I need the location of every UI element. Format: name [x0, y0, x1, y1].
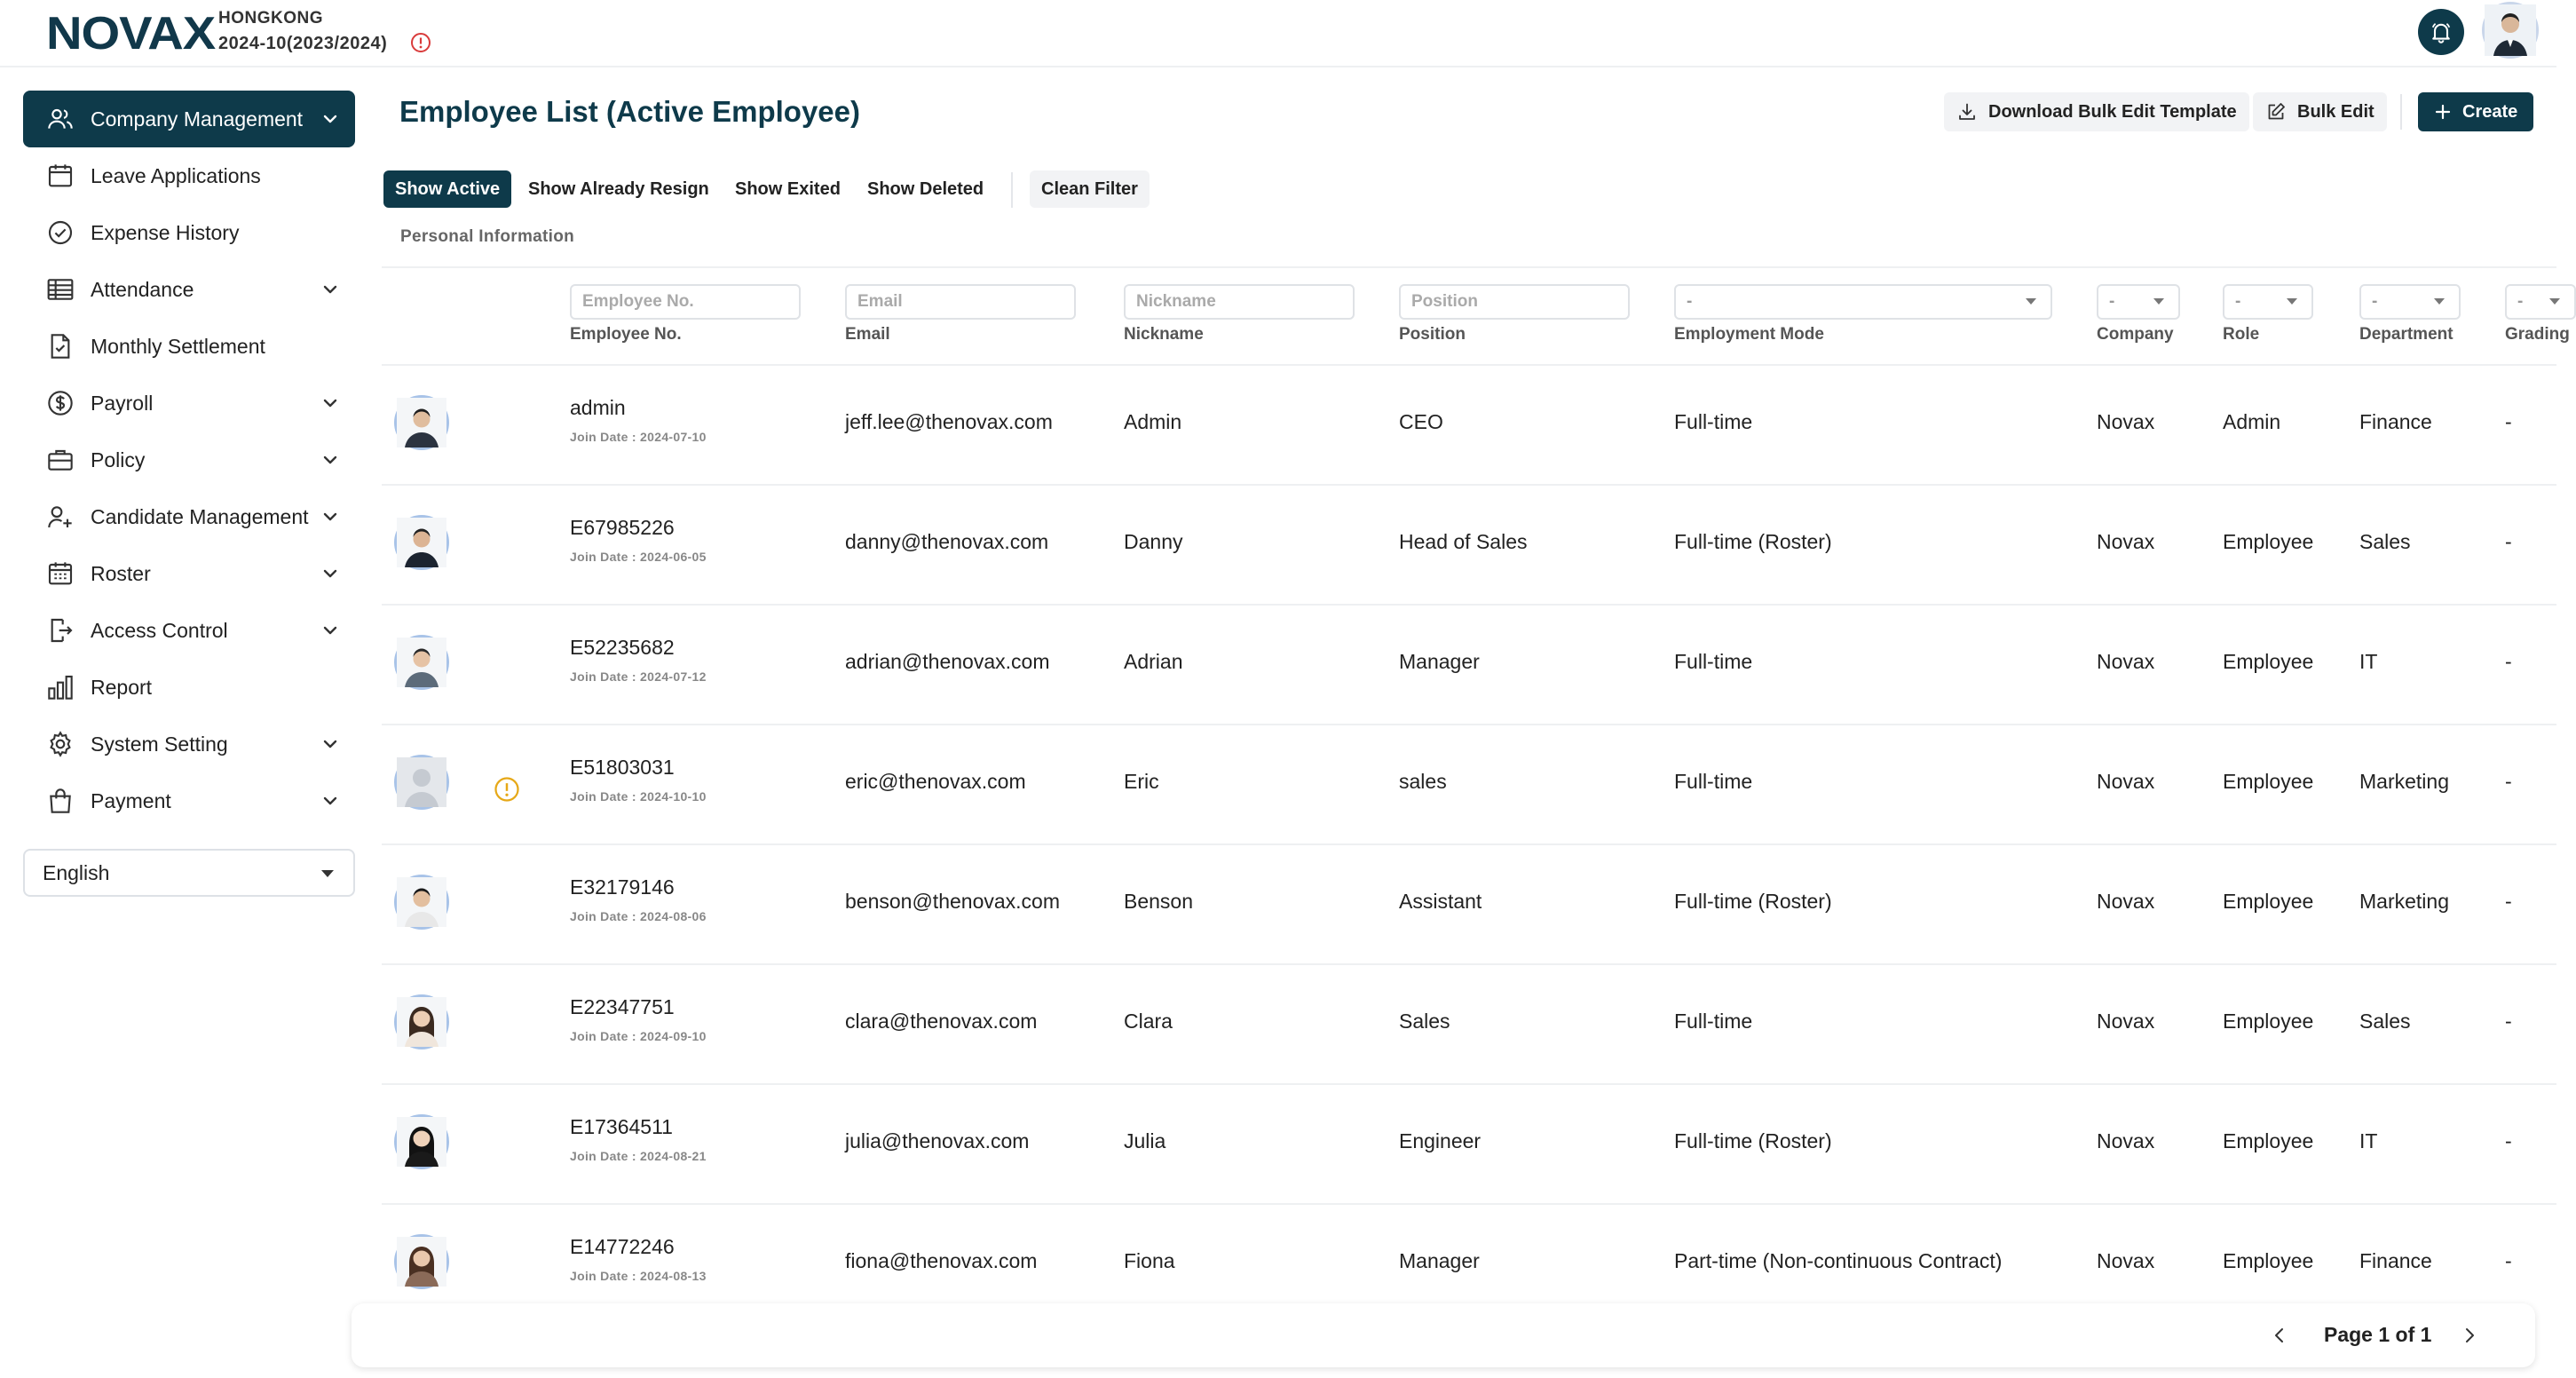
join-date: Join Date : 2024-09-10: [570, 1029, 707, 1043]
nickname-cell: Clara: [1124, 1010, 1173, 1033]
table-row[interactable]: [382, 963, 2556, 1083]
sidebar-item-report[interactable]: [23, 659, 355, 716]
sidebar-item-expense-history[interactable]: [23, 204, 355, 261]
sidebar-item-label: Payment: [91, 788, 171, 812]
notification-bell-button[interactable]: [2418, 9, 2464, 55]
chevron-down-icon: [321, 110, 339, 128]
employee-no-cell[interactable]: admin: [570, 396, 626, 419]
select-value: -: [2109, 292, 2115, 311]
filter-show-exited-button[interactable]: Show Exited: [735, 178, 841, 199]
user-plus-icon: [44, 501, 76, 533]
sidebar-item-payment[interactable]: [23, 772, 355, 829]
nickname-cell: Benson: [1124, 890, 1194, 913]
table-row[interactable]: [382, 364, 2556, 484]
nickname-cell: Adrian: [1124, 650, 1183, 673]
create-label: Create: [2462, 101, 2518, 122]
employee-no-cell[interactable]: E51803031: [570, 756, 675, 779]
position-cell: Engineer: [1399, 1129, 1482, 1152]
sidebar-item-system-setting[interactable]: [23, 716, 355, 772]
department-cell: IT: [2359, 1129, 2378, 1152]
chevron-down-icon: [321, 622, 339, 639]
page-indicator: Page 1 of 1: [2324, 1323, 2432, 1346]
sidebar-item-label: Payroll: [91, 391, 154, 415]
join-date: Join Date : 2024-08-13: [570, 1269, 707, 1283]
nickname-cell: Fiona: [1124, 1249, 1175, 1272]
employment-mode-cell: Full-time (Roster): [1674, 890, 1832, 913]
grading-cell: -: [2505, 770, 2512, 793]
employment-mode-cell: Full-time: [1674, 770, 1753, 793]
users-icon: [44, 103, 76, 135]
employment-mode-cell: Full-time (Roster): [1674, 530, 1832, 553]
filter-show-active-button[interactable]: Show Active: [383, 170, 511, 208]
position-cell: Manager: [1399, 650, 1480, 673]
sidebar-item-label: Attendance: [91, 277, 194, 301]
warning-circle-icon[interactable]: [494, 776, 520, 803]
employee-no-filter-input[interactable]: Employee No.: [570, 284, 801, 320]
role-cell: Employee: [2223, 650, 2314, 673]
join-date: Join Date : 2024-08-21: [570, 1149, 707, 1163]
calendar-icon: [44, 160, 76, 192]
role-cell: Employee: [2223, 530, 2314, 553]
sidebar-item-label: Report: [91, 675, 153, 699]
department-cell: IT: [2359, 650, 2378, 673]
grading-cell: -: [2505, 1010, 2512, 1033]
position-cell: Sales: [1399, 1010, 1450, 1033]
position-cell: Manager: [1399, 1249, 1480, 1272]
role-cell: Employee: [2223, 1249, 2314, 1272]
role-cell: Employee: [2223, 890, 2314, 913]
chevron-down-icon: [321, 565, 339, 582]
column-header-department: Department: [2359, 325, 2454, 344]
select-value: -: [2517, 292, 2524, 311]
employment-mode-filter-select[interactable]: [1674, 284, 2052, 320]
grading-cell: -: [2505, 890, 2512, 913]
document-check-icon: [44, 330, 76, 362]
gear-icon: [44, 728, 76, 760]
sidebar: [0, 69, 373, 1378]
department-cell: Marketing: [2359, 770, 2449, 793]
avatar[interactable]: [394, 395, 449, 450]
column-header-position: Position: [1399, 325, 1466, 344]
email-cell: jeff.lee@thenovax.com: [845, 410, 1053, 433]
column-header-grading: Grading: [2505, 325, 2570, 344]
select-value: -: [2235, 292, 2241, 311]
pagination-bar: [352, 1303, 2535, 1367]
column-header-role: Role: [2223, 325, 2260, 344]
avatar[interactable]: [394, 635, 449, 690]
bell-icon: [2429, 20, 2454, 44]
calendar-grid-icon: [44, 558, 76, 590]
email-cell: danny@thenovax.com: [845, 530, 1049, 553]
bulk-edit-button[interactable]: [2253, 92, 2387, 131]
sidebar-item-roster[interactable]: [23, 545, 355, 602]
employment-mode-cell: Full-time: [1674, 1010, 1753, 1033]
department-cell: Sales: [2359, 530, 2411, 553]
alert-circle-icon[interactable]: [410, 32, 431, 53]
company-cell: Novax: [2097, 1249, 2155, 1272]
avatar[interactable]: [394, 994, 449, 1049]
employee-no-cell[interactable]: E17364511: [570, 1115, 673, 1138]
chevron-down-icon: [321, 792, 339, 810]
role-filter-select[interactable]: [2223, 284, 2313, 320]
email-cell: eric@thenovax.com: [845, 770, 1026, 793]
sidebar-item-label: Access Control: [91, 618, 228, 642]
grading-cell: -: [2505, 1249, 2512, 1272]
filter-show-resign-button[interactable]: Show Already Resign: [528, 178, 709, 199]
table-row[interactable]: [382, 724, 2556, 843]
chevron-right-icon[interactable]: [2459, 1325, 2480, 1346]
download-template-label: Download Bulk Edit Template: [1988, 101, 2237, 122]
grading-cell: -: [2505, 410, 2512, 433]
sidebar-item-label: System Setting: [91, 732, 228, 756]
employee-no-cell[interactable]: E67985226: [570, 516, 675, 539]
column-header-employee-no: Employee No.: [570, 325, 682, 344]
sidebar-item-monthly-settlement[interactable]: [23, 318, 355, 375]
employee-table: [382, 266, 2570, 1298]
grading-cell: -: [2505, 650, 2512, 673]
employment-mode-cell: Full-time: [1674, 410, 1753, 433]
company-cell: Novax: [2097, 770, 2155, 793]
sidebar-item-payroll[interactable]: [23, 375, 355, 432]
table-row[interactable]: [382, 1083, 2556, 1203]
avatar[interactable]: [394, 755, 449, 810]
bar-chart-icon: [44, 671, 76, 703]
join-date: Join Date : 2024-08-06: [570, 909, 707, 923]
user-avatar[interactable]: [2482, 2, 2539, 59]
section-label: Personal Information: [400, 227, 575, 246]
company-cell: Novax: [2097, 650, 2155, 673]
caret-down-icon: [2026, 298, 2036, 305]
position-filter-input[interactable]: Position: [1399, 284, 1630, 320]
payroll-period-label[interactable]: 2024-10(2023/2024): [218, 34, 388, 53]
grading-cell: -: [2505, 1129, 2512, 1152]
language-value: English: [43, 860, 110, 884]
email-cell: clara@thenovax.com: [845, 1010, 1038, 1033]
position-cell: Assistant: [1399, 890, 1482, 913]
bulk-edit-label: Bulk Edit: [2297, 101, 2375, 122]
employment-mode-cell: Full-time (Roster): [1674, 1129, 1832, 1152]
department-cell: Sales: [2359, 1010, 2411, 1033]
department-cell: Marketing: [2359, 890, 2449, 913]
nickname-cell: Admin: [1124, 410, 1182, 433]
header-divider: [2400, 94, 2402, 130]
nickname-filter-input[interactable]: Nickname: [1124, 284, 1355, 320]
position-cell: sales: [1399, 770, 1447, 793]
company-filter-select[interactable]: [2097, 284, 2180, 320]
table-row[interactable]: [382, 843, 2556, 963]
department-cell: Finance: [2359, 1249, 2432, 1272]
filter-show-deleted-button[interactable]: Show Deleted: [867, 178, 984, 199]
grading-filter-select[interactable]: [2505, 284, 2576, 320]
avatar[interactable]: [394, 515, 449, 570]
caret-down-icon: [2153, 298, 2164, 305]
column-header-email: Email: [845, 325, 890, 344]
join-date: Join Date : 2024-06-05: [570, 550, 707, 564]
join-date: Join Date : 2024-07-12: [570, 669, 707, 684]
caret-down-icon: [321, 870, 334, 877]
sidebar-item-leave-applications[interactable]: [23, 147, 355, 204]
employee-no-cell[interactable]: E52235682: [570, 636, 675, 659]
role-cell: Employee: [2223, 1010, 2314, 1033]
table-top-divider: [382, 266, 2556, 268]
chevron-down-icon: [321, 735, 339, 753]
column-header-nickname: Nickname: [1124, 325, 1204, 344]
email-cell: julia@thenovax.com: [845, 1129, 1030, 1152]
company-cell: Novax: [2097, 410, 2155, 433]
email-cell: fiona@thenovax.com: [845, 1249, 1038, 1272]
position-cell: CEO: [1399, 410, 1443, 433]
table-row[interactable]: [382, 604, 2556, 724]
caret-down-icon: [2287, 298, 2297, 305]
nickname-cell: Eric: [1124, 770, 1159, 793]
email-cell: adrian@thenovax.com: [845, 650, 1050, 673]
chevron-down-icon: [321, 451, 339, 469]
employee-no-cell[interactable]: E22347751: [570, 995, 675, 1018]
department-cell: Finance: [2359, 410, 2432, 433]
role-cell: Employee: [2223, 770, 2314, 793]
page-title: Employee List (Active Employee): [399, 95, 860, 128]
edit-icon: [2265, 101, 2287, 123]
download-template-button[interactable]: [1944, 92, 2249, 131]
top-bar: [0, 0, 2556, 67]
email-filter-input[interactable]: Email: [845, 284, 1076, 320]
sidebar-item-label: Leave Applications: [91, 163, 261, 187]
sidebar-item-label: Monthly Settlement: [91, 334, 265, 358]
nickname-cell: Danny: [1124, 530, 1183, 553]
company-cell: Novax: [2097, 530, 2155, 553]
chevron-down-icon: [321, 508, 339, 526]
language-select[interactable]: [23, 849, 355, 897]
email-cell: benson@thenovax.com: [845, 890, 1060, 913]
select-value: -: [2372, 292, 2378, 311]
join-date: Join Date : 2024-10-10: [570, 789, 707, 804]
sidebar-item-access-control[interactable]: [23, 602, 355, 659]
company-cell: Novax: [2097, 890, 2155, 913]
sidebar-item-label: Candidate Management: [91, 504, 309, 528]
check-circle-icon: [44, 217, 76, 249]
sidebar-item-label: Expense History: [91, 220, 240, 244]
table-icon: [44, 273, 76, 305]
role-cell: Employee: [2223, 1129, 2314, 1152]
department-filter-select[interactable]: [2359, 284, 2461, 320]
nickname-cell: Julia: [1124, 1129, 1166, 1152]
region-label: HONGKONG: [218, 9, 323, 28]
chevron-down-icon: [321, 394, 339, 412]
join-date: Join Date : 2024-07-10: [570, 430, 707, 444]
chevron-down-icon: [321, 281, 339, 298]
table-row[interactable]: [382, 484, 2556, 604]
company-cell: Novax: [2097, 1129, 2155, 1152]
novax-logo[interactable]: NOVAX: [46, 8, 216, 59]
sidebar-item-candidate-management[interactable]: [23, 488, 355, 545]
column-header-company: Company: [2097, 325, 2174, 344]
create-button[interactable]: [2418, 92, 2533, 131]
sidebar-item-label: Roster: [91, 561, 151, 585]
filter-divider: [1011, 172, 1013, 208]
select-value: -: [1687, 292, 1693, 311]
avatar[interactable]: [394, 875, 449, 930]
grading-cell: -: [2505, 530, 2512, 553]
sidebar-item-label: Policy: [91, 447, 146, 471]
avatar[interactable]: [394, 1234, 449, 1289]
avatar[interactable]: [394, 1114, 449, 1169]
sidebar-item-attendance[interactable]: [23, 261, 355, 318]
role-cell: Admin: [2223, 410, 2281, 433]
caret-down-icon: [2549, 298, 2560, 305]
briefcase-icon: [44, 444, 76, 476]
chevron-left-icon[interactable]: [2269, 1325, 2290, 1346]
clean-filter-button[interactable]: Clean Filter: [1030, 170, 1150, 208]
plus-icon: [2434, 103, 2452, 121]
employment-mode-cell: Part-time (Non-continuous Contract): [1674, 1249, 2003, 1272]
company-cell: Novax: [2097, 1010, 2155, 1033]
sidebar-item-label: Company Management: [91, 107, 304, 131]
employee-no-cell[interactable]: E32179146: [570, 875, 675, 899]
download-icon: [1956, 101, 1978, 123]
sidebar-item-policy[interactable]: [23, 432, 355, 488]
position-cell: Head of Sales: [1399, 530, 1528, 553]
dollar-circle-icon: [44, 387, 76, 419]
column-header-employment-mode: Employment Mode: [1674, 325, 1824, 344]
sidebar-item-company-management[interactable]: [23, 91, 355, 147]
employment-mode-cell: Full-time: [1674, 650, 1753, 673]
shopping-bag-icon: [44, 785, 76, 817]
caret-down-icon: [2434, 298, 2445, 305]
door-exit-icon: [44, 614, 76, 646]
employee-no-cell[interactable]: E14772246: [570, 1235, 675, 1258]
